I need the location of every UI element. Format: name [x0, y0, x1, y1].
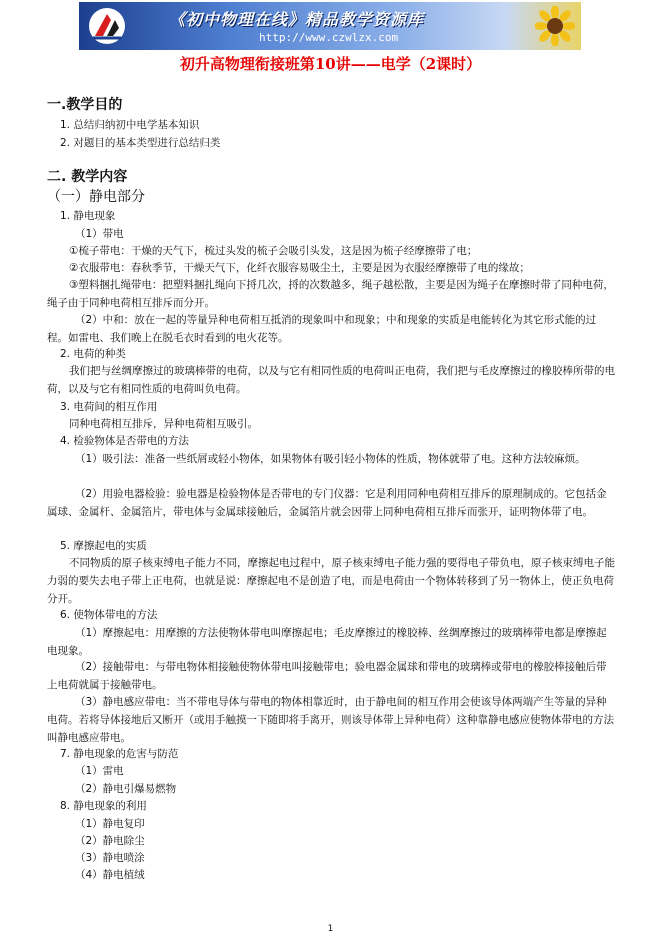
item-5-heading: 5. 摩擦起电的实质	[60, 540, 147, 552]
item-8-sub-2: （2）静电除尘	[75, 835, 145, 847]
item-8-sub-1: （1）静电复印	[75, 818, 145, 830]
item-8-sub-3: （3）静电喷涂	[75, 852, 145, 864]
item-2-heading: 2. 电荷的种类	[60, 348, 126, 360]
section-heading-content: 二. 教学内容	[47, 169, 128, 185]
item-4-sub-2: （2）用验电器检验：验电器是检验物体是否带电的专门仪器：它是利用同种电荷相互排斥的原理制成的。它包括金属球、金属杆、金属箔片，带电体与金属球接触后，金属箔片就会因带上同种电荷相互排斥而张开，证明物体带了电。	[47, 488, 607, 518]
item-1-heading: 1. 静电现象	[60, 210, 116, 222]
item-3-paragraph: 同种电荷相互排斥，异种电荷相互吸引。	[69, 418, 258, 430]
item-7-sub-1: （1）雷电	[75, 765, 124, 777]
item-1-sub-2: （2）中和：放在一起的等量异种电荷相互抵消的现象叫中和现象；中和现象的实质是电能转化为其它形式能的过程。如雷电、我们晚上在脱毛衣时看到的电火花等。	[47, 314, 597, 344]
item-2-paragraph: 我们把与丝绸摩擦过的玻璃棒带的电荷，以及与它有相同性质的电荷叫正电荷，我们把与毛皮摩擦过的橡胶棒所带的电荷，以及与它有相同性质的电荷叫负电荷。	[47, 365, 615, 395]
section-heading-purpose: 一.教学目的	[47, 97, 123, 113]
item-4-sub-1: （1）吸引法：准备一些纸屑或轻小物体，如果物体有吸引轻小物体的性质，物体就带了电。这种方法较麻烦。	[75, 453, 586, 465]
item-1-sub-1-a: ①梳子带电：干燥的天气下，梳过头发的梳子会吸引头发，这是因为梳子经摩擦带了电；	[69, 245, 478, 257]
item-8-sub-4: （4）静电植绒	[75, 869, 145, 881]
item-1-sub-1-b: ②衣服带电：春秋季节，干燥天气下，化纤衣服容易吸尘土，主要是因为衣服经摩擦带了电的缘故；	[69, 262, 530, 274]
purpose-item-1: 1. 总结归纳初中电学基本知识	[60, 119, 200, 131]
item-6-sub-2: （2）接触带电：与带电物体相接触使物体带电叫接触带电；验电器金属球和带电的玻璃棒或带电的橡胶棒接触后带上电荷就属于接触带电。	[47, 661, 607, 691]
item-4-heading: 4. 检验物体是否带电的方法	[60, 435, 189, 447]
page-number: 1	[327, 924, 334, 934]
item-6-sub-1: （1）摩擦起电：用摩擦的方法使物体带电叫摩擦起电；毛皮摩擦过的橡胶棒、丝绸摩擦过的玻璃棒带电都是摩擦起电现象。	[47, 627, 607, 657]
item-8-heading: 8. 静电现象的利用	[60, 800, 147, 812]
banner-url: http://www.czwlzx.com	[259, 31, 399, 44]
item-3-heading: 3. 电荷间的相互作用	[60, 401, 158, 413]
header-banner	[79, 2, 581, 50]
document-title: 初升高物理衔接班第10讲——电学（2课时）	[179, 55, 482, 73]
item-1-sub-1: （1）带电	[75, 228, 124, 240]
banner-title: 《初中物理在线》精品教学资源库	[169, 10, 425, 29]
item-1-sub-1-c: ③塑料捆扎绳带电：把塑料捆扎绳向下捋几次，捋的次数越多，绳子越松散，主要是因为绳子在摩擦时带了同种电荷，绳子由于同种电荷相互排斥而分开。	[47, 279, 614, 309]
item-6-heading: 6. 使物体带电的方法	[60, 609, 158, 621]
item-6-sub-3: （3）静电感应带电：当不带电导体与带电的物体相靠近时，由于静电间的相互作用会使该导体两端产生等量的异种电荷。若将导体接地后又断开（或用手触摸一下随即将手离开，则该导体带上异种电荷）这种靠静电感应使物体带电的方法叫静电感应带电。	[47, 696, 614, 744]
subsection-heading-static: （一）静电部分	[47, 189, 145, 205]
item-5-paragraph: 不同物质的原子核束缚电子能力不同，摩擦起电过程中，原子核束缚电子能力强的要得电子带负电，原子核束缚电子能力弱的要失去电子带上正电荷，也就是说：摩擦起电不是创造了电，而是电荷由一个物体转移到了另一物体上，使正负电荷分开。	[47, 557, 615, 605]
purpose-item-2: 2. 对题目的基本类型进行总结归类	[60, 137, 221, 149]
logo-icon	[87, 6, 127, 46]
item-7-heading: 7. 静电现象的危害与防范	[60, 748, 179, 760]
item-7-sub-2: （2）静电引爆易燃物	[75, 783, 177, 795]
sunflower-icon	[535, 6, 575, 46]
